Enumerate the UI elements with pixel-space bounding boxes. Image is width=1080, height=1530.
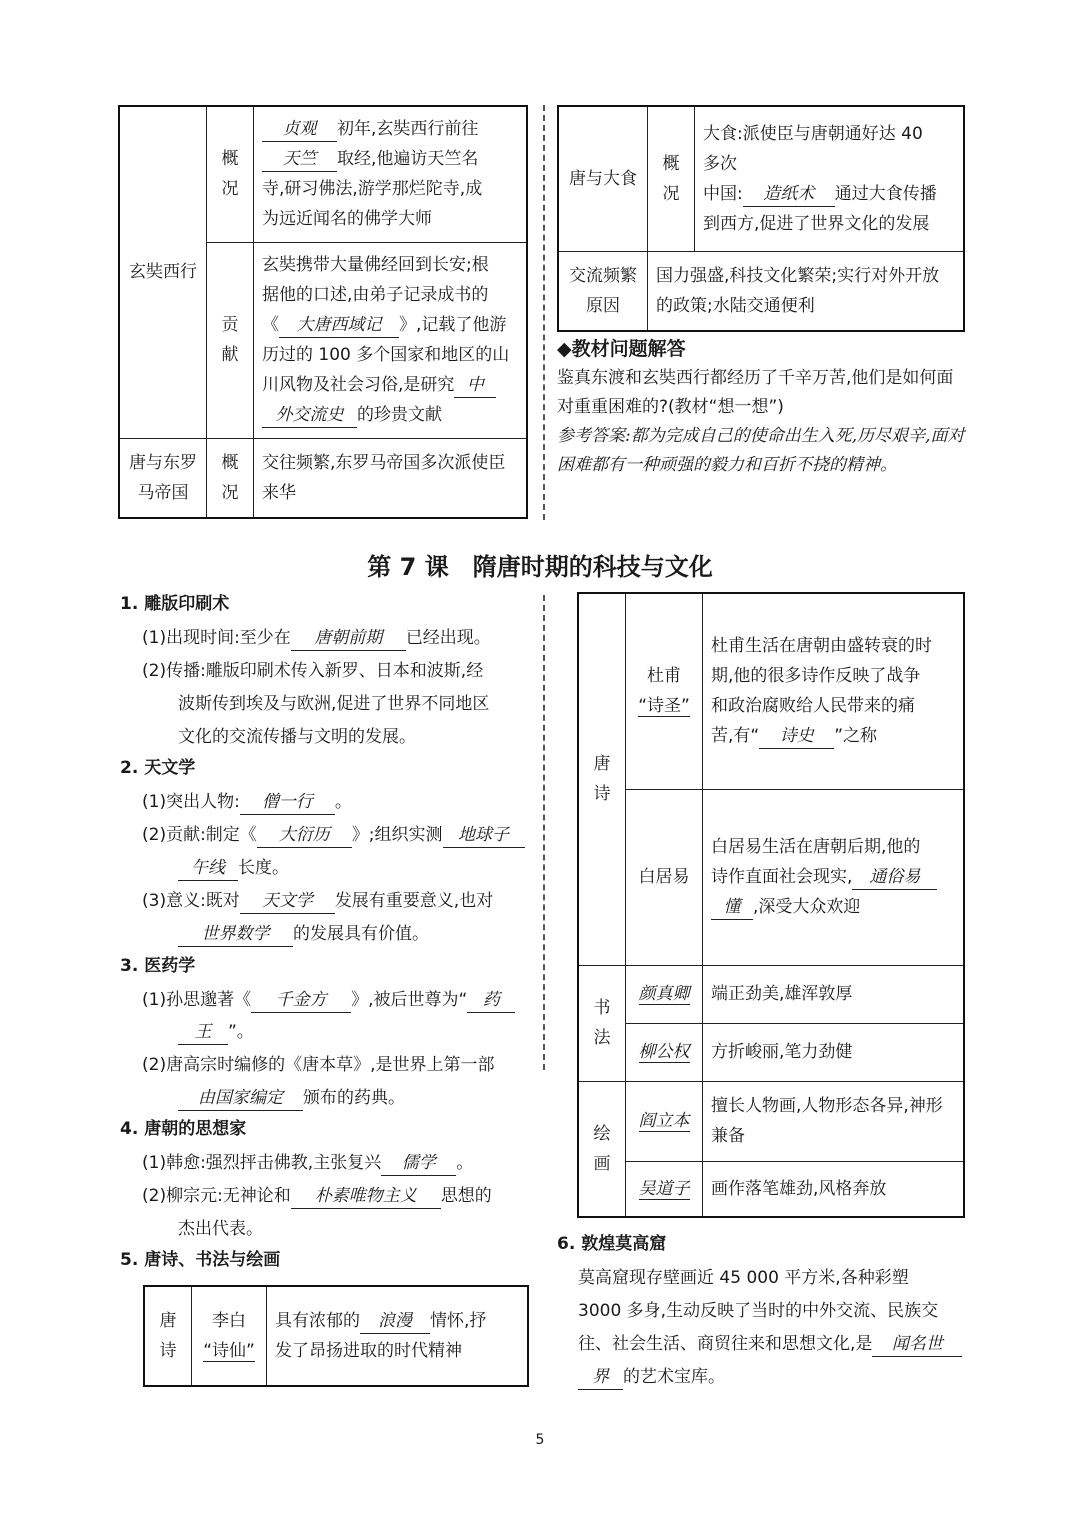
- blank: 通俗易: [852, 865, 937, 890]
- text: 情怀,抒: [430, 1311, 487, 1331]
- xuanzang-table: [118, 105, 528, 519]
- xuanzang-label: 玄奘西行: [119, 106, 207, 438]
- s3-item-1: [120, 984, 515, 1017]
- text: 的发展具有价值。: [293, 924, 429, 944]
- text: 据他的口述,由弟子记录成书的: [262, 285, 489, 305]
- tangshi-label: 唐诗: [578, 593, 626, 965]
- luoma-label: 唐与东罗马帝国: [119, 438, 207, 518]
- s3-item-2: (2)唐高宗时编修的《唐本草》,是世界上第一部: [142, 1055, 495, 1075]
- text: 苦,有“: [711, 726, 760, 747]
- blank: 天文学: [240, 889, 335, 914]
- bai-content: [703, 789, 965, 965]
- text: ”之称: [834, 726, 878, 747]
- text: 杜甫生活在唐朝由盛转衰的时: [711, 636, 932, 657]
- text: (1)突出人物:: [142, 792, 240, 812]
- section-1-title: 1. 雕版印刷术: [120, 594, 230, 614]
- blank: 唐朝前期: [291, 626, 406, 651]
- text: 》,被后世尊为“: [351, 990, 468, 1010]
- text: 玄奘携带大量佛经回到长安;根: [262, 255, 489, 275]
- section-4-title: 4. 唐朝的思想家: [120, 1119, 247, 1139]
- s6-line-3: [578, 1328, 962, 1361]
- page-number: 5: [535, 1432, 545, 1448]
- text: 的艺术宝库。: [623, 1367, 725, 1387]
- text: ,深受大众欢迎: [753, 897, 861, 917]
- text: 诗作直面社会现实,: [711, 867, 853, 887]
- yan-content: 端正劲美,雄浑敦厚: [703, 965, 965, 1023]
- section-3-title: 3. 医药学: [120, 956, 196, 976]
- s2-item-3: [120, 885, 493, 918]
- text: “诗圣”: [638, 696, 690, 717]
- text: (3)意义:既对: [142, 891, 240, 911]
- wu-name: [626, 1161, 703, 1217]
- s2-item-3b: [120, 918, 429, 951]
- qa-heading: ◆教材问题解答: [557, 338, 686, 360]
- blank: 世界数学: [178, 922, 293, 947]
- dashi-gaikuang: 概况: [648, 106, 695, 251]
- section-6-title: 6. 敦煌莫高窟: [557, 1234, 667, 1254]
- s3-item-1b: [120, 1016, 254, 1049]
- text: 。: [456, 1153, 474, 1173]
- dufu-content: [703, 593, 965, 789]
- text: 中国:: [703, 183, 743, 204]
- dashi-content: [695, 106, 965, 251]
- section-2-title: 2. 天文学: [120, 758, 196, 778]
- text: 白居易生活在唐朝后期,他的: [711, 837, 921, 857]
- column-divider: [543, 105, 545, 520]
- gongxian-content: [254, 242, 528, 438]
- dashi-label: 唐与大食: [558, 106, 648, 251]
- blank: 由国家编定: [178, 1086, 303, 1111]
- qa-question: 鉴真东渡和玄奘西行都经历了千辛万苦,他们是如何面对重重困难的?(教材“想一想”): [557, 368, 954, 417]
- liu-content: 方折峻丽,笔力劲健: [703, 1023, 965, 1081]
- text: 历过的 100 多个国家和地区的山: [262, 345, 510, 365]
- blank: 闻名世: [872, 1332, 962, 1357]
- blank-tianzhu: 天竺: [262, 147, 337, 172]
- bai-name: 白居易: [626, 789, 703, 965]
- text: 通过大食传播: [834, 183, 937, 204]
- libai-tangshi: 唐诗: [144, 1286, 192, 1386]
- gaikuang-content: [254, 106, 528, 242]
- text: “诗仙”: [203, 1341, 255, 1361]
- blank: 界: [578, 1365, 623, 1390]
- s6-line-4: [578, 1361, 725, 1394]
- luoma-content: 交往频繁,东罗马帝国多次派使臣来华: [254, 438, 528, 518]
- blank: 大衍历: [257, 823, 352, 848]
- blank-zaozhi: 造纸术: [743, 182, 835, 207]
- culture-table: [577, 592, 965, 1218]
- shufa-label: 书法: [578, 965, 626, 1081]
- s4-item-2b: 杰出代表。: [178, 1219, 263, 1239]
- text: (1)孙思邈著《: [142, 990, 252, 1010]
- s1-item-1: [120, 622, 491, 655]
- blank-waijiao: 外交流史: [262, 403, 357, 428]
- reason-content: 国力强盛,科技文化繁荣;实行对外开放的政策;水陆交通便利: [648, 251, 965, 331]
- libai-table: [143, 1285, 529, 1387]
- wu-content: 画作落笔雄劲,风格奔放: [703, 1161, 965, 1217]
- text: (1)韩愈:强烈抨击佛教,主张复兴: [142, 1153, 382, 1173]
- s2-item-2: [120, 819, 525, 852]
- section-5-title: 5. 唐诗、书法与绘画: [120, 1250, 281, 1270]
- luoma-gaikuang: 概况: [207, 438, 254, 518]
- blank: 午线: [178, 856, 238, 881]
- text: 往、社会生活、商贸往来和思想文化,是: [578, 1334, 873, 1354]
- dufu-name: [626, 593, 703, 789]
- blank: 浪漫: [360, 1309, 430, 1334]
- text: 多次: [703, 153, 737, 174]
- s1-item-2: (2)传播:雕版印刷术传入新罗、日本和波斯,经: [142, 661, 484, 681]
- text: 和政治腐败给人民带来的痛: [711, 696, 915, 717]
- s3-item-2b: [120, 1082, 405, 1115]
- blank: 千金方: [251, 988, 351, 1013]
- s2-item-1: [120, 786, 352, 819]
- blank: 诗史: [759, 724, 834, 749]
- liu-name: [626, 1023, 703, 1081]
- text: 吴道子: [638, 1178, 690, 1199]
- text: (1)出现时间:至少在: [142, 628, 291, 648]
- yan-name: [626, 965, 703, 1023]
- huihua-label: 绘画: [578, 1081, 626, 1217]
- blank: 地球子: [443, 823, 525, 848]
- text: 》,记载了他游: [399, 315, 507, 335]
- blank: 王: [178, 1020, 228, 1045]
- s6-line-2: 3000 多身,生动反映了当时的中外交流、民族交: [578, 1301, 939, 1321]
- text: 已经出现。: [405, 628, 491, 648]
- blank: 儒学: [381, 1151, 456, 1176]
- text: 大食:派使臣与唐朝通好达 40: [703, 123, 923, 144]
- s1-item-2b: 波斯传到埃及与欧洲,促进了世界不同地区: [178, 694, 490, 714]
- qa-answer: 参考答案:都为完成自己的使命出生入死,历尽艰辛,面对困难都有一种顽强的毅力和百折不挠的精神。: [557, 426, 965, 475]
- reason-label: 交流频繁原因: [558, 251, 648, 331]
- lesson-title: 第 7 课 隋唐时期的科技与文化: [367, 553, 713, 581]
- text: 到西方,促进了世界文化的发展: [703, 213, 930, 234]
- text: (2)贡献:制定《: [142, 825, 257, 845]
- gongxian-label: 贡献: [207, 242, 254, 438]
- blank-zhenguan: 贞观: [262, 117, 337, 142]
- s1-item-2c: 文化的交流传播与文明的发展。: [178, 727, 416, 747]
- yanli-name: [626, 1081, 703, 1161]
- text: 初年,玄奘西行前往: [337, 119, 479, 140]
- blank: 僧一行: [240, 790, 335, 815]
- text: 寺,研习佛法,游学那烂陀寺,成: [262, 179, 483, 200]
- text: (2)柳宗元:无神论和: [142, 1186, 291, 1206]
- text: 发了昂扬进取的时代精神: [275, 1341, 462, 1361]
- text: 取经,他遍访天竺名: [337, 149, 479, 170]
- s4-item-2: [120, 1180, 492, 1213]
- text: 期,他的很多诗作反映了战争: [711, 666, 921, 687]
- blank: 懂: [711, 895, 753, 920]
- s2-item-2b: [120, 852, 289, 885]
- text: 。: [334, 792, 352, 812]
- text: 川风物及社会习俗,是研究: [262, 375, 455, 395]
- s4-item-1: [120, 1147, 473, 1180]
- s6-line-1: 莫高窟现存壁画近 45 000 平方米,各种彩塑: [578, 1268, 909, 1288]
- blank: 药: [467, 988, 515, 1013]
- text: 颁布的药典。: [303, 1088, 405, 1108]
- blank: 朴素唯物主义: [291, 1184, 441, 1209]
- dashi-table: [557, 105, 965, 332]
- text: 具有浓郁的: [275, 1311, 360, 1331]
- text: 阎立本: [638, 1111, 690, 1131]
- blank-datang: 大唐西域记: [279, 313, 399, 338]
- text: 为远近闻名的佛学大师: [262, 209, 432, 230]
- text: 杜甫: [647, 666, 681, 687]
- text: 颜真卿: [638, 984, 690, 1004]
- text: 《: [262, 315, 279, 335]
- text: 的珍贵文献: [357, 405, 442, 425]
- text: 长度。: [238, 858, 289, 878]
- text: 发展有重要意义,也对: [334, 891, 494, 911]
- libai-name: [192, 1286, 267, 1386]
- text: 》;组织实测: [351, 825, 443, 845]
- text: 李白: [212, 1311, 246, 1331]
- libai-content: [267, 1286, 529, 1386]
- column-divider-2: [543, 595, 545, 1070]
- blank-zhong: 中: [454, 373, 496, 398]
- text: 思想的: [440, 1186, 492, 1206]
- text: ”。: [228, 1022, 254, 1042]
- gaikuang-label: 概况: [207, 106, 254, 242]
- text: 柳公权: [638, 1042, 690, 1062]
- yanli-content: 擅长人物画,人物形态各异,神形兼备: [703, 1081, 965, 1161]
